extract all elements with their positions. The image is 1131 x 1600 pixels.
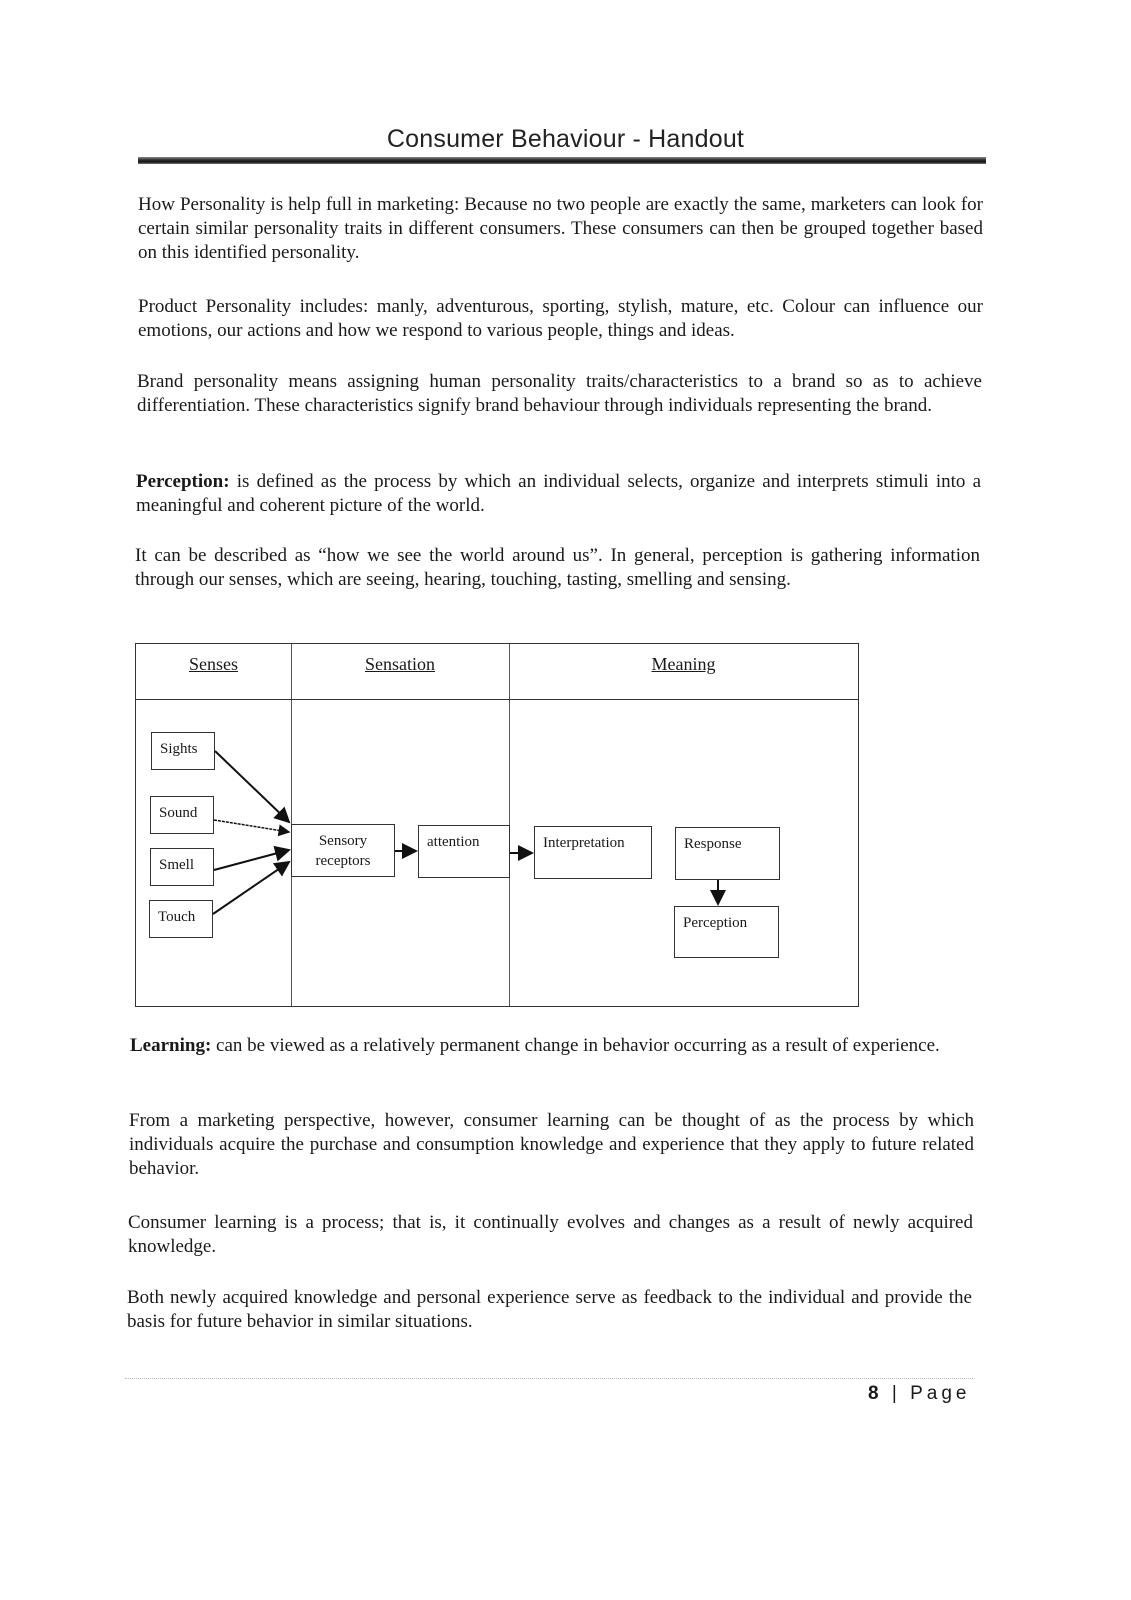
document-title: Consumer Behaviour - Handout — [386, 125, 745, 153]
header-rule — [138, 157, 986, 164]
footer-rule — [125, 1378, 973, 1379]
box-sights: Sights — [151, 732, 215, 770]
perception-definition-text: is defined as the process by which an individual selects, organize and interprets stimuli into a meaningful and coherent picture of the world. — [136, 471, 981, 516]
box-smell: Smell — [150, 848, 214, 886]
learning-definition-text: can be viewed as a relatively permanent change in behavior occurring as a result of experience. — [211, 1035, 940, 1056]
paragraph-personality-marketing: How Personality is help full in marketing: Because no two people are exactly the same, marketers can look for certain similar personality traits in different consumers. These consumers can then be grouped together based on this identified personality. — [138, 194, 983, 263]
box-response: Response — [675, 827, 780, 880]
paragraph-perception-description: It can be described as “how we see the world around us”. In general, perception is gathering information through our senses, which are seeing, hearing, touching, tasting, smelling and sensing. — [135, 545, 980, 590]
column-header-meaning: Meaning — [651, 654, 716, 674]
column-header-senses: Senses — [189, 654, 238, 674]
page-number — [868, 1383, 970, 1405]
term-learning: Learning: — [130, 1035, 212, 1056]
paragraph-marketing-perspective: From a marketing perspective, however, consumer learning can be thought of as the process by which individuals acquire the purchase and consumption knowledge and experience that they apply to future related behavior. — [129, 1110, 974, 1179]
box-attention: attention — [418, 825, 510, 878]
paragraph-feedback: Both newly acquired knowledge and personal experience serve as feedback to the individual and provide the basis for future behavior in similar situations. — [127, 1287, 972, 1332]
perception-process-diagram — [135, 643, 859, 1007]
paragraph-perception-definition — [136, 470, 981, 518]
page-number-value: 8 — [868, 1383, 883, 1404]
box-perception: Perception — [674, 906, 779, 958]
box-touch: Touch — [149, 900, 213, 938]
flow-arrows — [136, 644, 858, 1006]
box-sound: Sound — [150, 796, 214, 834]
paragraph-product-personality: Product Personality includes: manly, adventurous, sporting, stylish, mature, etc. Colour can influence our emotions, our actions and how we respond to various people, things and ideas. — [138, 296, 983, 341]
box-sensory-receptors: Sensory receptors — [291, 824, 395, 877]
page-label: | Page — [891, 1383, 971, 1404]
column-header-sensation: Sensation — [365, 654, 435, 674]
box-interpretation: Interpretation — [534, 826, 652, 879]
paragraph-brand-personality: Brand personality means assigning human personality traits/characteristics to a brand so as to achieve differentiation. These characteristics signify brand behaviour through individuals representing the brand. — [137, 371, 982, 416]
term-perception: Perception: — [136, 471, 230, 492]
paragraph-learning-definition — [130, 1034, 975, 1058]
paragraph-consumer-learning-process: Consumer learning is a process; that is, it continually evolves and changes as a result of newly acquired knowledge. — [128, 1212, 973, 1257]
